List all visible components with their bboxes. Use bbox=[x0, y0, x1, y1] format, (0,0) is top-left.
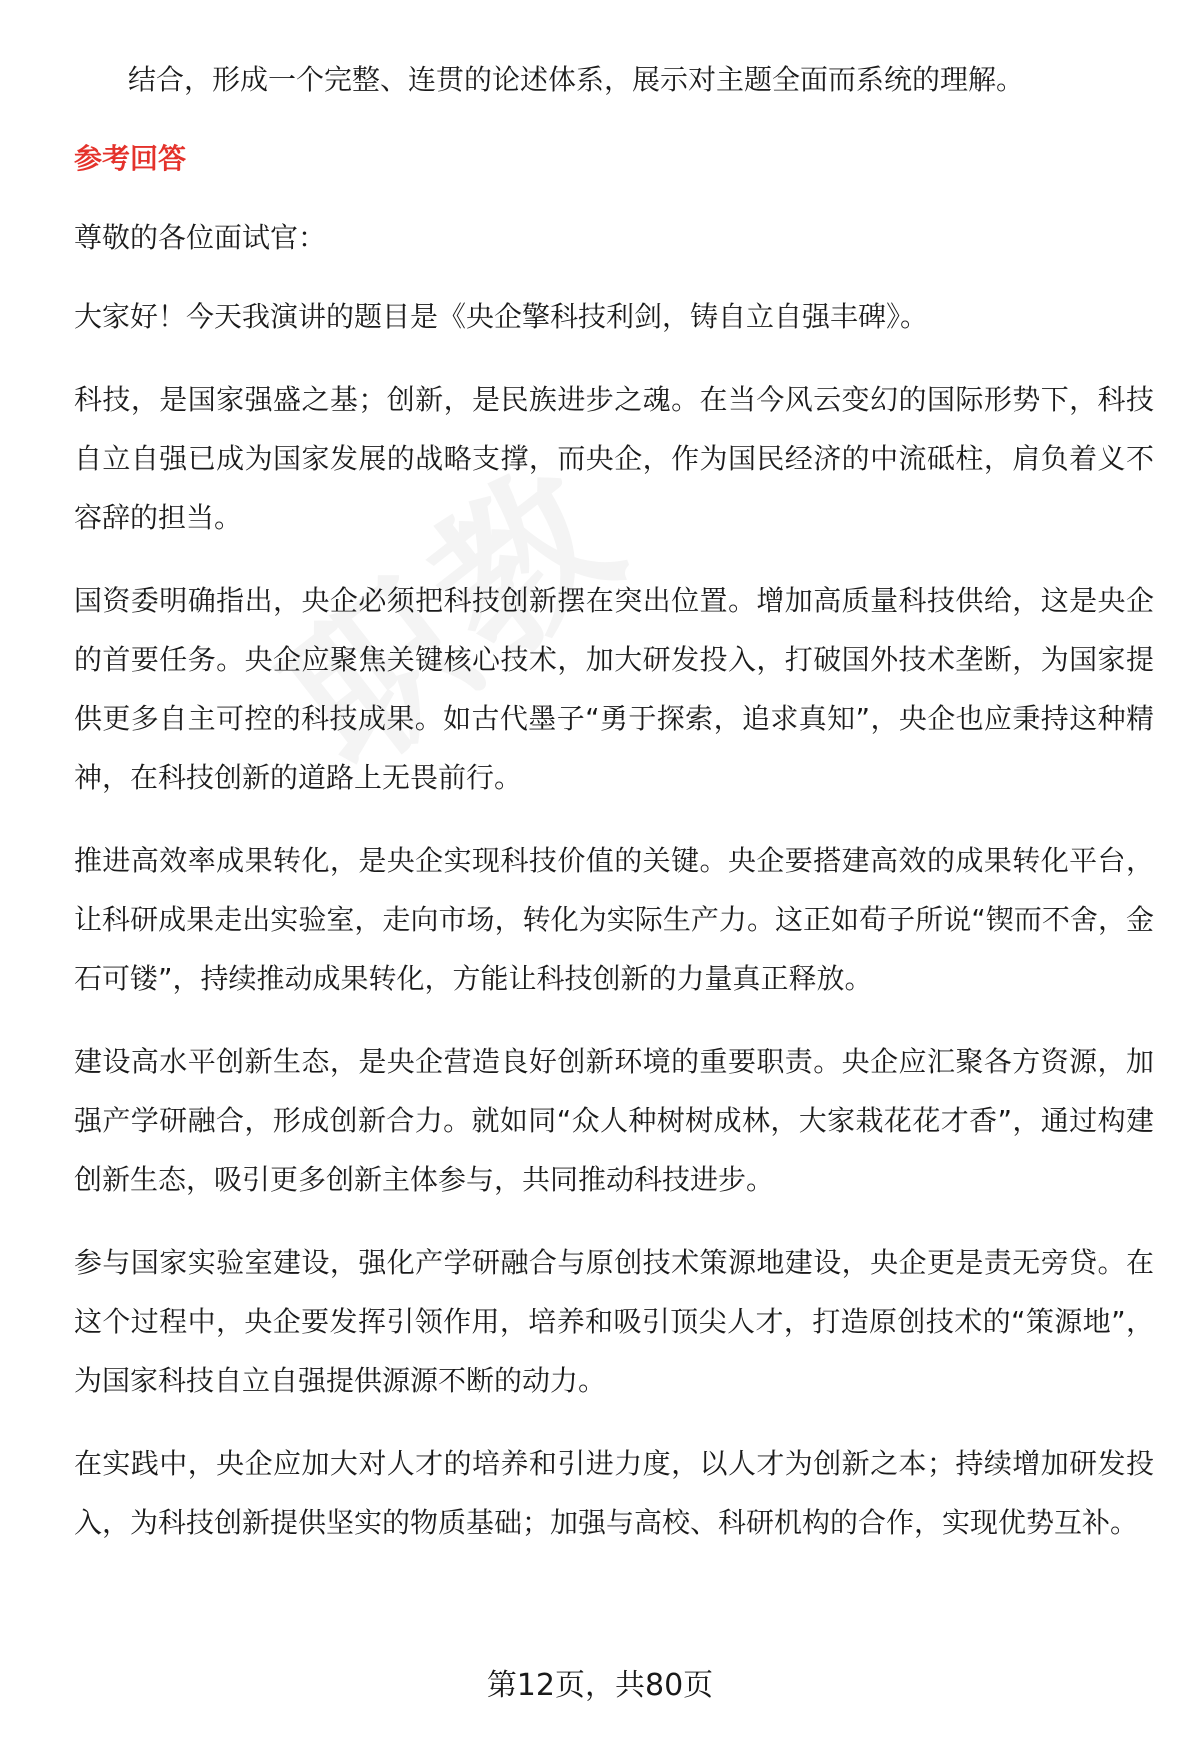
document-body bbox=[74, 50, 1154, 1576]
intro-continuation: 结合，形成一个完整、连贯的论述体系，展示对主题全面而系统的理解。 bbox=[128, 63, 1025, 96]
paragraph-ecosystem: 建设高水平创新生态，是央企营造良好创新环境的重要职责。央企应汇聚各方资源，加强产学研融合，形成创新合力。就如同“众人种树树成林，大家栽花花才香”，通过构建创新生态，吸引更多创新主体参与，共同推动科技进步。 bbox=[74, 1045, 1154, 1196]
section-heading: 参考回答 bbox=[74, 142, 187, 175]
paragraph-intro: 大家好！今天我演讲的题目是《央企擎科技利剑，铸自立自强丰碑》。 bbox=[74, 300, 929, 333]
page-number: 第12页，共80页 bbox=[486, 1668, 714, 1703]
paragraph-greeting: 尊敬的各位面试官： bbox=[74, 221, 327, 254]
paragraph-practice: 在实践中，央企应加大对人才的培养和引进力度，以人才为创新之本；持续增加研发投入，为科技创新提供坚实的物质基础；加强与高校、科研机构的合作，实现优势互补。 bbox=[74, 1447, 1154, 1539]
paragraph-transformation: 推进高效率成果转化，是央企实现科技价值的关键。央企要搭建高效的成果转化平台，让科研成果走出实验室，走向市场，转化为实际生产力。这正如荀子所说“锲而不舍，金石可镂”，持续推动成果转化，方能让科技创新的力量真正释放。 bbox=[74, 844, 1154, 995]
paragraph-supply: 国资委明确指出，央企必须把科技创新摆在突出位置。增加高质量科技供给，这是央企的首要任务。央企应聚焦关键核心技术，加大研发投入，打破国外技术垄断，为国家提供更多自主可控的科技成果。如古代墨子“勇于探索，追求真知”，央企也应秉持这种精神，在科技创新的道路上无畏前行。 bbox=[74, 584, 1154, 794]
paragraph-lab: 参与国家实验室建设，强化产学研融合与原创技术策源地建设，央企更是责无旁贷。在这个过程中，央企要发挥引领作用，培养和吸引顶尖人才，打造原创技术的“策源地”，为国家科技自立自强提供源源不断的动力。 bbox=[74, 1246, 1154, 1397]
paragraph-tech-foundation: 科技，是国家强盛之基；创新，是民族进步之魂。在当今风云变幻的国际形势下，科技自立自强已成为国家发展的战略支撑，而央企，作为国民经济的中流砥柱，肩负着义不容辞的担当。 bbox=[74, 383, 1154, 534]
